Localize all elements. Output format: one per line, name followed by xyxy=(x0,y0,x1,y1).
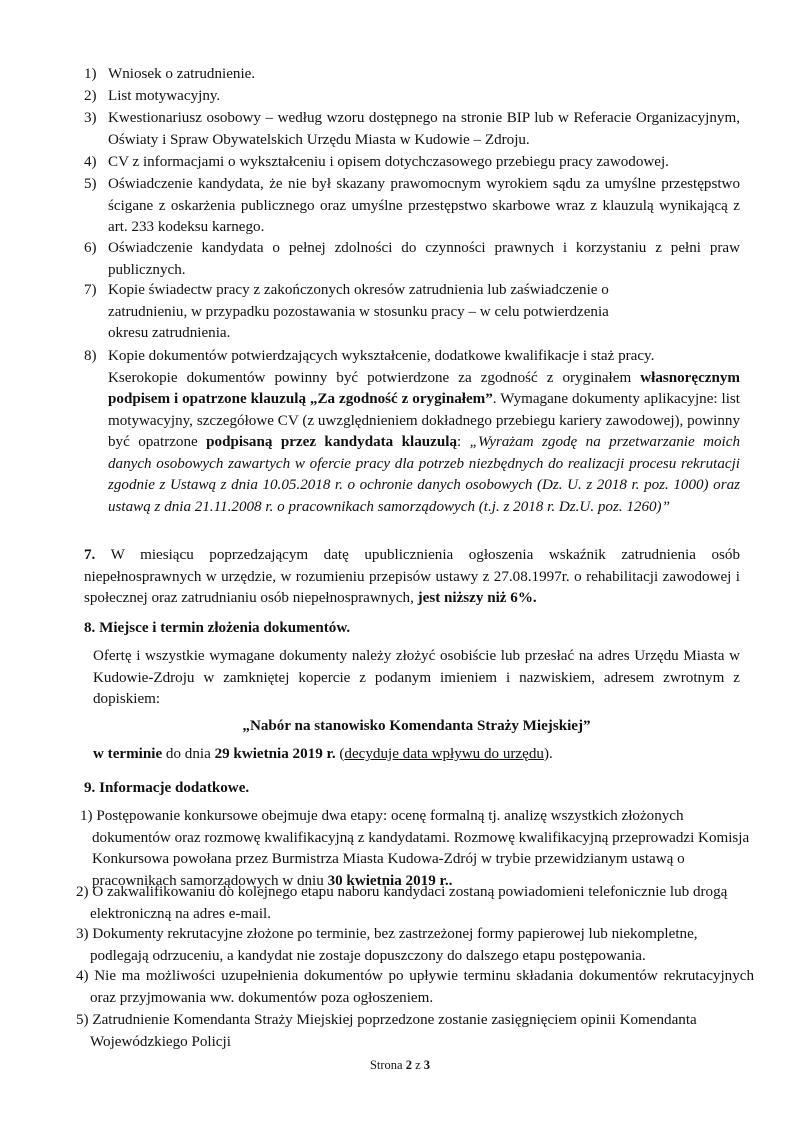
section-7: 7. W miesiącu poprzedzającym datę upublicznienia ogłoszenia wskaźnik zatrudnienia osób niepełnosprawnych w urzędzie, w rozumieniu przepisów ustawy z 27.08.1997r. o rehabilitacji zawodowej i społecznej oraz zatrudnianiu osób niepełnosprawnych, jest niższy niż 6%. xyxy=(84,547,740,606)
section-9-item-2: 2) O zakwalifikowaniu do kolejnego etapu naboru kandydaci zostaną powiadomieni telefonicznie lub drogą elektroniczną na adres e-mail. xyxy=(76,884,728,922)
list-item: 5) Oświadczenie kandydata, że nie był skazany prawomocnym wyrokiem sądu za umyślne przestępstwo ścigane z oskarżenia publicznego oraz umyślne przestępstwo skarbowe wraz z klauzulą wynikającą z art. 233 kodeksu karnego. xyxy=(84,176,740,235)
list-item: 4) CV z informacjami o wykształceniu i opisem dotychczasowego przebiegu pracy zawodowej. xyxy=(84,154,669,170)
section-8-heading: 8. Miejsce i termin złożenia dokumentów. xyxy=(84,620,351,636)
recruitment-title: „Nabór na stanowisko Komendanta Straży Miejskiej” xyxy=(242,718,591,734)
section-9-item-5: 5) Zatrudnienie Komendanta Straży Miejskiej poprzedzone zostanie zasięgnięciem opinii Komendanta Wojewódzkiego Policji xyxy=(76,1012,697,1050)
section-8-paragraph: Ofertę i wszystkie wymagane dokumenty należy złożyć osobiście lub przesłać na adres Urzędu Miasta w Kudowie-Zdroju w zamkniętej kopercie z podanym imieniem i nazwiskiem, adresem zwrotnym z dopiskiem: xyxy=(93,648,740,707)
page-number: Strona 2 z 3 xyxy=(369,1058,431,1072)
section-9-item-1: 1) Postępowanie konkursowe obejmuje dwa etapy: ocenę formalną tj. analizę wszystkich złożonych dokumentów oraz rozmowę kwalifikacyjną z kandydatami. Rozmowę kwalifikacyjną przeprowadzi Komisja Konkursowa powołana przez Burmistrza Miasta Kudowa-Zdrój w trybie przewidzianym ustawą o pracownikach samorządowych w dniu 30 kwietnia 2019 r.. xyxy=(80,808,750,889)
list-item: 1) Wniosek o zatrudnienie. xyxy=(84,66,256,82)
section-9-heading: 9. Informacje dodatkowe. xyxy=(84,780,250,796)
list-item: 6) Oświadczenie kandydata o pełnej zdolności do czynności prawnych i korzystaniu z pełni praw publicznych. xyxy=(84,240,740,278)
deadline: w terminie do dnia 29 kwietnia 2019 r. (decyduje data wpływu do urzędu). xyxy=(93,746,553,762)
list-item: 3) Kwestionariusz osobowy – według wzoru dostępnego na stronie BIP lub w Referacie Organizacyjnym, Oświaty i Spraw Obywatelskich Urzędu Miasta w Kudowie – Zdroju. xyxy=(84,110,740,148)
list-item-8: 8) Kopie dokumentów potwierdzających wykształcenie, dodatkowe kwalifikacje i staż pracy. Kserokopie dokumentów powinny być potwierdzone za zgodność z oryginałem własnoręcznym podpisem i opatrzone klauzulą „Za zgodność z oryginałem”. Wymagane dokumenty aplikacyjne: list motywacyjny, szczegółowe CV (z uwzględnieniem dokładnego przebiegu kariery zawodowej), powinny być opatrzone podpisaną przez kandydata klauzulą: „Wyrażam zgodę na przetwarzanie moich danych osobowych zawartych w ofercie pracy dla potrzeb niezbędnych do realizacji procesu rekrutacji zgodnie z Ustawą z dnia 10.05.2018 r. o ochronie danych osobowych (Dz. U. z 2018 r. poz. 1000) oraz ustawą z dnia 21.11.2008 r. o pracownikach samorządowych (t.j. z 2018 r. Dz.U. poz. 1260)” xyxy=(84,346,740,518)
section-9-item-3: 3) Dokumenty rekrutacyjne złożone po terminie, bez zastrzeżonej formy papierowej lub niekompletne, podlegają odrzuceniu, a kandydat nie zostaje dopuszczony do dalszego etapu postępowania. xyxy=(76,926,698,964)
item8-paragraph: Kserokopie dokumentów powinny być potwierdzone za zgodność z oryginałem własnoręcznym podpisem i opatrzone klauzulą „Za zgodność z oryginałem”. Wymagane dokumenty aplikacyjne: list motywacyjny, szczegółowe CV (z uwzględnieniem dokładnego przebiegu kariery zawodowej), powinny być opatrzone podpisaną przez kandydata klauzulą: „Wyrażam zgodę na przetwarzanie moich danych osobowych zawartych w ofercie pracy dla potrzeb niezbędnych do realizacji procesu rekrutacji zgodnie z Ustawą z dnia 10.05.2018 r. o ochronie danych osobowych (Dz. U. z 2018 r. poz. 1000) oraz ustawą z dnia 21.11.2008 r. o pracownikach samorządowych (t.j. z 2018 r. Dz.U. poz. 1260)” xyxy=(108,369,741,515)
list-item: 2) List motywacyjny. xyxy=(84,88,221,104)
section-9-item-4: 4) Nie ma możliwości uzupełnienia dokumentów po upływie terminu składania dokumentów rekrutacyjnych oraz przyjmowania ww. dokumentów poza ogłoszeniem. xyxy=(76,968,754,1006)
list-item: 7) Kopie świadectw pracy z zakończonych okresów zatrudnienia lub zaświadczenie o zatrudnieniu, w przypadku pozostawania w stosunku pracy – w celu potwierdzenia okresu zatrudnienia. xyxy=(84,282,609,341)
